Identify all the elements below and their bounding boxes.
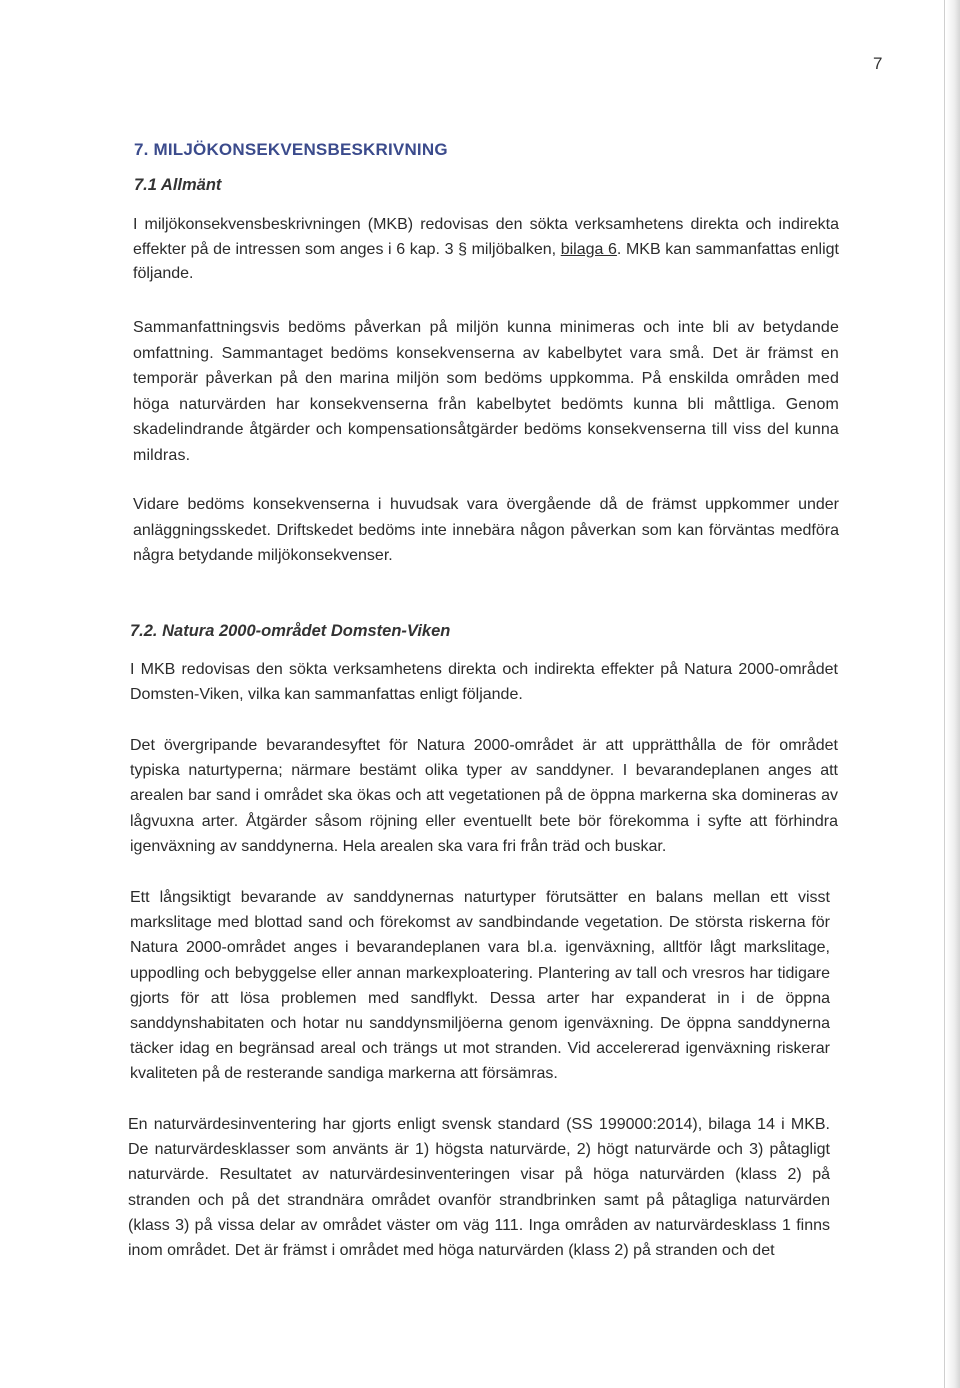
page-number: 7 [873, 54, 883, 73]
paragraph-intro [133, 213, 839, 287]
paragraph-risks: Ett långsiktigt bevarande av sanddynernas naturtyper förutsätter en balans mellan ett visst markslitage med blottad sand och förekomst av sandbindande vegetation. De största riskerna för Natura 2000-området anges i bevarandeplanen vara bl.a. igenväxning, alltför lågt markslitage, uppodling och bebyggelse eller annan markexploatering. Plantering av tall och vresros har tidigare gjorts för att lösa problemen med sandflykt. Dessa arter har expanderat in i de öppna sanddynshabitaten och hotar nu sanddynsmiljöerna genom igenväxning. De öppna sanddynerna täcker idag en begränsad areal och trängs ut mot stranden. Vid accelererad igenväxning riskerar kvaliteten på de resterande sandiga markerna att försämras. [130, 889, 830, 1083]
bilaga-6-link[interactable]: bilaga 6 [560, 240, 617, 258]
paragraph-intro-text: I miljökonsekvensbeskrivningen (MKB) redovisas den sökta verksamhetens direkta och indirekta effekter på de intressen som anges i 6 kap. 3 § miljöbalken, [133, 216, 839, 258]
subsection-heading-allmant: 7.1 Allmänt [134, 176, 222, 194]
section-heading: 7. MILJÖKONSEKVENSBESKRIVNING [134, 140, 448, 159]
paragraph-conservation-aim: Det övergripande bevarandesyftet för Natura 2000-området är att upprätthålla de för området typiska naturtyperna; närmare bestämt olika typer av sanddyner. I bevarandeplanen anges att arealen bar sand i området ska ökas och att vegetationen på de öppna markerna ska domineras av lågvuxna arter. Åtgärder såsom röjning eller eventuellt bete bör förekomma i syfte att förhindra igenväxning av sanddynerna. Hela arealen ska vara fri från träd och buskar. [130, 737, 838, 855]
scan-edge-line [944, 0, 945, 1388]
paragraph-construction: Vidare bedöms konsekvenserna i huvudsak vara övergående då de främst uppkommer under anläggningsskedet. Driftskedet bedöms inte innebära någon påverkan som kan förväntas medföra några betydande miljökonsekvenser. [133, 496, 839, 564]
scan-edge-shadow [946, 0, 960, 1388]
subsection-heading-natura: 7.2. Natura 2000-området Domsten-Viken [130, 622, 451, 640]
paragraph-inventory: En naturvärdesinventering har gjorts enligt svensk standard (SS 199000:2014), bilaga 14 i MKB. De naturvärdesklasser som använts är 1) högsta naturvärde, 2) högt naturvärde och 3) påtagligt naturvärde. Resultatet av naturvärdesinventeringen visar på höga naturvärden (klass 2) på stranden och på det strandnära området ovanför strandbrinken samt på påtagliga naturvärden (klass 3) på vissa delar av området väster om väg 111. Inga områden av naturvärdesklass 1 finns inom området. Det är främst i området med höga naturvärden (klass 2) på stranden och det [128, 1116, 830, 1260]
paragraph-natura-intro: I MKB redovisas den sökta verksamhetens direkta och indirekta effekter på Natura 2000-området Domsten-Viken, vilka kan sammanfattas enligt följande. [130, 661, 838, 704]
paragraph-summary: Sammanfattningsvis bedöms påverkan på miljön kunna minimeras och inte bli av betydande omfattning. Sammantaget bedöms konsekvenserna av kabelbytet vara små. Det är främst en temporär påverkan på den marina miljön som bedöms uppkomma. På enskilda områden med höga naturvärden har konsekvenserna från kabelbytet bedömts kunna bli måttliga. Genom skadelindrande åtgärder och kompensationsåtgärder bedöms konsekvenserna till viss del kunna mildras. [133, 319, 839, 464]
paragraph-intro-text-end: . MKB kan sammanfattas enligt följande. [133, 240, 840, 282]
